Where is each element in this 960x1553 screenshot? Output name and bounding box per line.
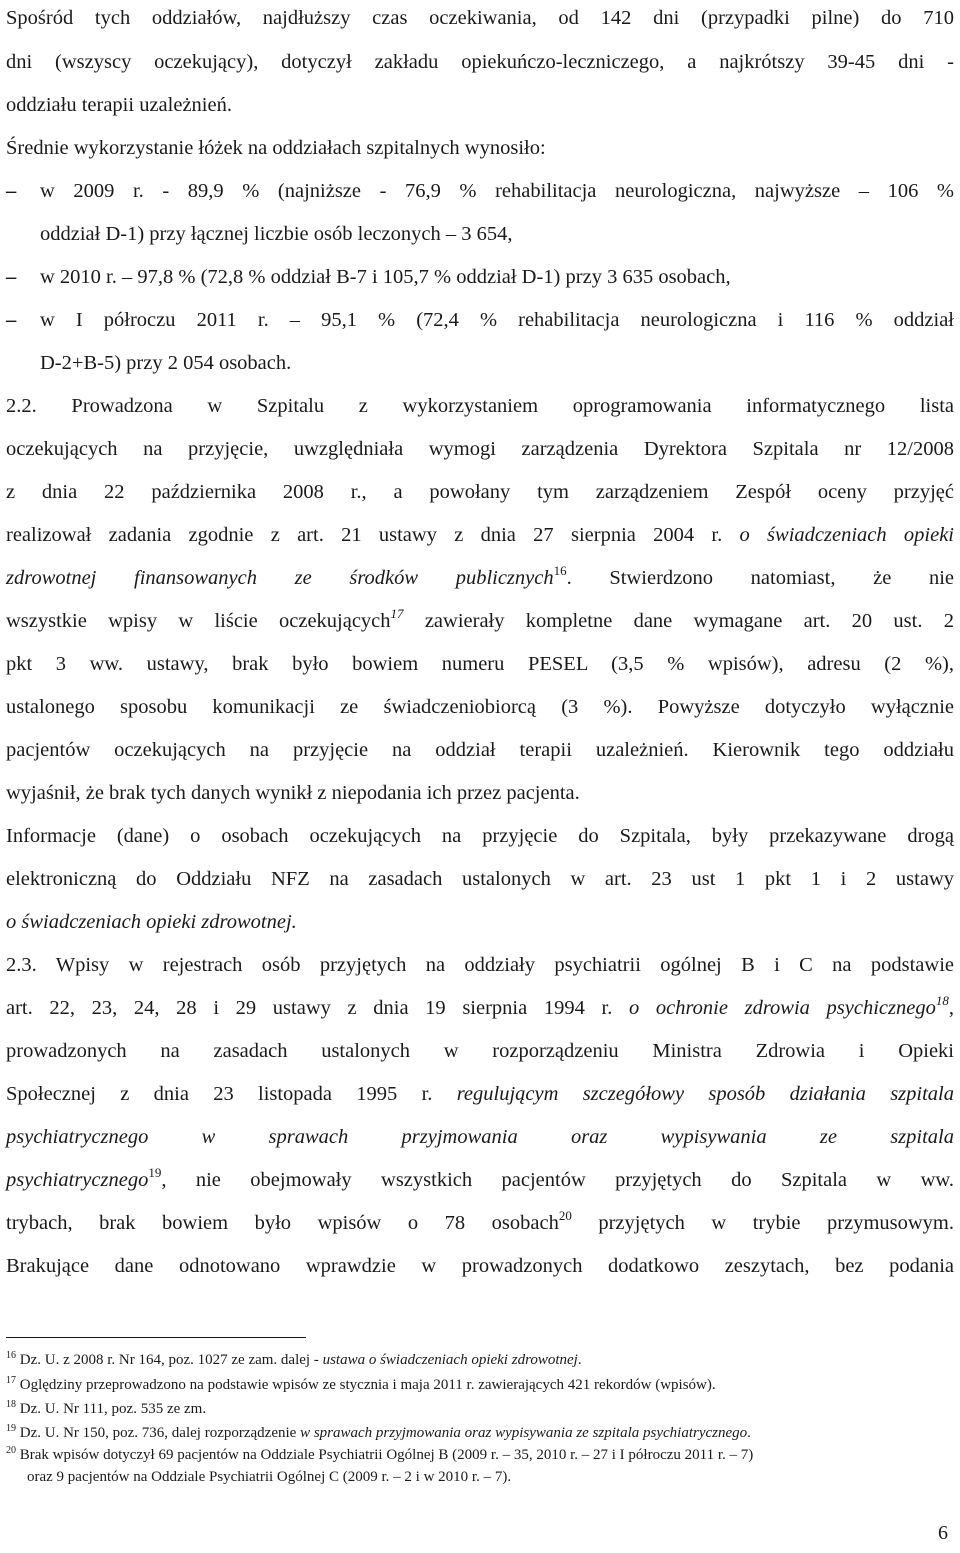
section-2-3-text: art. 22, 23, 24, 28 i 29 ustawy z dnia 19 sierpnia 1994 r. o ochronie zdrowia psychicznego$^{18}$,: [6, 993, 954, 1019]
section-2-2-text: elektroniczną do Oddziału NFZ na zasadach ustalonych w art. 23 ust 1 pkt 1 i 2 ustawy: [6, 868, 954, 890]
section-2-2-text: o świadczeniach opieki zdrowotnej.: [6, 911, 297, 933]
body-text-line: oddziału terapii uzależnień.: [6, 94, 232, 116]
footnote-separator: [6, 1337, 306, 1338]
section-2-2-text: realizował zadania zgodnie z art. 21 ustawy z dnia 27 sierpnia 2004 r. o świadczeniach opieki: [6, 524, 954, 546]
footnote-18: $^{18}$ Dz. U. Nr 111, poz. 535 ze zm.: [6, 1399, 207, 1417]
list-item: w 2010 r. – 97,8 % (72,8 % oddział B-7 i 105,7 % oddział D-1) przy 3 635 osobach,: [40, 266, 731, 288]
section-2-3-text: trybach, brak bowiem było wpisów o 78 osobach$^{20}$ przyjętych w trybie przymusowym.: [6, 1208, 954, 1234]
footnote-20-continuation: oraz 9 pacjentów na Oddziale Psychiatrii Ogólnej C (2009 r. – 2 i w 2010 r. – 7).: [27, 1469, 512, 1485]
footnote-ref: 20: [558, 1208, 572, 1223]
section-2-3-text: psychiatrycznego$^{19}$, nie obejmowały wszystkich pacjentów przyjętych do Szpitala w ww.: [6, 1165, 954, 1191]
page-number: 6: [938, 1522, 948, 1544]
body-text-line: dni (wszyscy oczekujący), dotyczył zakładu opiekuńczo-leczniczego, a najkrótszy 39-45 dni -: [6, 51, 954, 73]
section-2-3-text: prowadzonych na zasadach ustalonych w rozporządzeniu Ministra Zdrowia i Opieki: [6, 1040, 954, 1062]
section-2-2-text: oczekujących na przyjęcie, uwzględniała wymogi zarządzenia Dyrektora Szpitala nr 12/2008: [6, 438, 954, 460]
footnote-20: $^{20}$ Brak wpisów dotyczył 69 pacjentów na Oddziale Psychiatrii Ogólnej B (2009 r. – 35, 2010 r. – 27 i I półroczu 2011 r. – 7): [6, 1445, 754, 1463]
section-2-2-text: pacjentów oczekujących na przyjęcie na oddział terapii uzależnień. Kierownik tego oddziału: [6, 739, 954, 761]
list-bullet: [6, 177, 16, 205]
footnote-17: $^{17}$ Oględziny przeprowadzono na podstawie wpisów ze stycznia i maja 2011 r. zawierających 421 rekordów (wpisów).: [6, 1375, 716, 1393]
section-2-2-text: ustalonego sposobu komunikacji ze świadczeniobiorcą (3 %). Powyższe dotyczyło wyłącznie: [6, 696, 954, 718]
list-item: w I półroczu 2011 r. – 95,1 % (72,4 % rehabilitacja neurologiczna i 116 % oddział: [40, 309, 954, 331]
footnote-ref: 18: [935, 993, 949, 1008]
list-bullet: [6, 306, 16, 334]
footnote-16: $^{16}$ Dz. U. z 2008 r. Nr 164, poz. 1027 ze zam. dalej - ustawa o świadczeniach opieki zdrowotnej.: [6, 1350, 582, 1368]
section-2-2-text: wyjaśnił, że brak tych danych wynikł z niepodania ich przez pacjenta.: [6, 782, 580, 804]
list-item: oddział D-1) przy łącznej liczbie osób leczonych – 3 654,: [40, 223, 513, 245]
section-2-2-text: z dnia 22 października 2008 r., a powołany tym zarządzeniem Zespół oceny przyjęć: [6, 481, 954, 503]
section-2-2-text: Informacje (dane) o osobach oczekujących na przyjęcie do Szpitala, były przekazywane drogą: [6, 825, 954, 847]
section-2-3-text: Społecznej z dnia 23 listopada 1995 r. regulującym szczegółowy sposób działania szpitala: [6, 1083, 954, 1105]
list-item: w 2009 r. - 89,9 % (najniższe - 76,9 % rehabilitacja neurologiczna, najwyższe – 106 %: [40, 180, 954, 202]
footnote-ref: 17: [390, 606, 404, 621]
footnote-ref: 19: [148, 1165, 162, 1180]
section-2-3-text: psychiatrycznego w sprawach przyjmowania oraz wypisywania ze szpitala: [6, 1126, 954, 1148]
section-2-2-text: 2.2. Prowadzona w Szpitalu z wykorzystaniem oprogramowania informatycznego lista: [6, 395, 954, 417]
section-2-2-text: pkt 3 ww. ustawy, brak było bowiem numeru PESEL (3,5 % wpisów), adresu (2 %),: [6, 653, 954, 675]
body-text-line: Spośród tych oddziałów, najdłuższy czas oczekiwania, od 142 dni (przypadki pilne) do 710: [6, 7, 954, 29]
list-item: D-2+B-5) przy 2 054 osobach.: [40, 352, 292, 374]
footnote-19: $^{19}$ Dz. U. Nr 150, poz. 736, dalej rozporządzenie w sprawach przyjmowania oraz wypisywania ze szpitala psychiatrycznego.: [6, 1423, 751, 1441]
list-bullet: [6, 263, 16, 291]
section-2-2-text: zdrowotnej finansowanych ze środków publicznych$^{16}$. Stwierdzono natomiast, że nie: [6, 563, 955, 589]
footnote-ref: 16: [553, 563, 567, 578]
section-2-2-text: wszystkie wpisy w liście oczekujących$^{17}$ zawierały kompletne dane wymagane art. 20 ust. 2: [6, 606, 954, 632]
section-2-3-text: Brakujące dane odnotowano wprawdzie w prowadzonych dodatkowo zeszytach, bez podania: [6, 1255, 954, 1277]
section-2-3-text: 2.3. Wpisy w rejestrach osób przyjętych na oddziały psychiatrii ogólnej B i C na podstawie: [6, 954, 954, 976]
body-text-line: Średnie wykorzystanie łóżek na oddziałach szpitalnych wynosiło:: [6, 137, 546, 159]
